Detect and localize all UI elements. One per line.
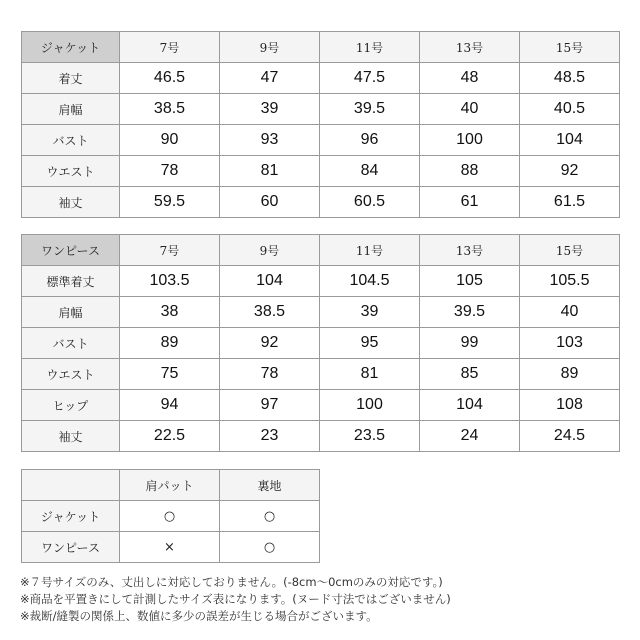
- table-cell: 24.5: [520, 421, 620, 452]
- table-cell: 61.5: [520, 187, 620, 218]
- table-cell: 40: [420, 94, 520, 125]
- row-label: 着丈: [22, 63, 120, 94]
- table-cell: 104: [520, 125, 620, 156]
- size-header: 15号: [520, 32, 620, 63]
- size-header: 7号: [120, 32, 220, 63]
- note-line: ※商品を平置きにして計測したサイズ表になります。(ヌード寸法ではございません): [20, 592, 451, 606]
- option-header: 肩パット: [120, 470, 220, 501]
- table-title: ジャケット: [22, 32, 120, 63]
- table-cell: 40: [520, 297, 620, 328]
- table-row: [22, 390, 620, 421]
- table-cell: 103: [520, 328, 620, 359]
- table-cell: 78: [220, 359, 320, 390]
- table-cell: 78: [120, 156, 220, 187]
- table-cell: 75: [120, 359, 220, 390]
- table-cell: 92: [220, 328, 320, 359]
- table-cell: 60.5: [320, 187, 420, 218]
- row-label: ワンピース: [22, 532, 120, 563]
- table-cell: 105.5: [520, 266, 620, 297]
- table-cell: 81: [320, 359, 420, 390]
- table-cell: 60: [220, 187, 320, 218]
- table-cell: 88: [420, 156, 520, 187]
- size-header: 13号: [420, 235, 520, 266]
- row-label: 標準着丈: [22, 266, 120, 297]
- note-line: ※裁断/縫製の関係上、数値に多少の誤差が生じる場合がございます。: [20, 609, 378, 623]
- row-label: 肩幅: [22, 297, 120, 328]
- note-line: ※７号サイズのみ、丈出しに対応しておりません。(-8cm～0cmのみの対応です。): [20, 575, 443, 589]
- table-cell: 39.5: [320, 94, 420, 125]
- table-cell: 24: [420, 421, 520, 452]
- table-cell: 81: [220, 156, 320, 187]
- table-cell: 59.5: [120, 187, 220, 218]
- row-label: 肩幅: [22, 94, 120, 125]
- table-cell: 39.5: [420, 297, 520, 328]
- row-label: 袖丈: [22, 187, 120, 218]
- table-cell: 90: [120, 125, 220, 156]
- table-cell: 103.5: [120, 266, 220, 297]
- size-header: 11号: [320, 32, 420, 63]
- table-cell: 104: [220, 266, 320, 297]
- table-row: [22, 125, 620, 156]
- table-header-row: [22, 470, 320, 501]
- table-cell: 100: [420, 125, 520, 156]
- size-header: 9号: [220, 32, 320, 63]
- option-mark: ×: [120, 532, 220, 563]
- table-cell: 22.5: [120, 421, 220, 452]
- table-cell: 85: [420, 359, 520, 390]
- table-cell: 95: [320, 328, 420, 359]
- table-row: [22, 328, 620, 359]
- options-table: [21, 469, 320, 563]
- table-row: [22, 63, 620, 94]
- table-header-row: [22, 235, 620, 266]
- size-header: 15号: [520, 235, 620, 266]
- row-label: ヒップ: [22, 390, 120, 421]
- table-cell: 96: [320, 125, 420, 156]
- table-cell: 97: [220, 390, 320, 421]
- option-mark: ○: [220, 532, 320, 563]
- table-cell: 23: [220, 421, 320, 452]
- option-mark: ○: [220, 501, 320, 532]
- row-label: バスト: [22, 125, 120, 156]
- table-header-row: [22, 32, 620, 63]
- size-header: 13号: [420, 32, 520, 63]
- notes: [20, 574, 630, 625]
- row-label: ジャケット: [22, 501, 120, 532]
- table-row: [22, 187, 620, 218]
- option-mark: ○: [120, 501, 220, 532]
- table-cell: 38: [120, 297, 220, 328]
- table-cell: 48: [420, 63, 520, 94]
- table-cell: 61: [420, 187, 520, 218]
- table-cell: 39: [220, 94, 320, 125]
- size-header: 11号: [320, 235, 420, 266]
- table-cell: 23.5: [320, 421, 420, 452]
- row-label: ウエスト: [22, 156, 120, 187]
- row-label: ウエスト: [22, 359, 120, 390]
- table-cell: 105: [420, 266, 520, 297]
- table-cell: 38.5: [120, 94, 220, 125]
- row-label: 袖丈: [22, 421, 120, 452]
- table-cell: 104.5: [320, 266, 420, 297]
- table-cell: 39: [320, 297, 420, 328]
- table-cell: 89: [520, 359, 620, 390]
- table-cell: 108: [520, 390, 620, 421]
- table-row: [22, 266, 620, 297]
- table-cell: 93: [220, 125, 320, 156]
- size-header: 9号: [220, 235, 320, 266]
- table-cell: 47.5: [320, 63, 420, 94]
- table-row: [22, 297, 620, 328]
- table-row: [22, 156, 620, 187]
- table-cell: 47: [220, 63, 320, 94]
- table-cell: 46.5: [120, 63, 220, 94]
- table-cell: 100: [320, 390, 420, 421]
- table-cell: 99: [420, 328, 520, 359]
- option-header: 裏地: [220, 470, 320, 501]
- table-cell: 92: [520, 156, 620, 187]
- table-row: [22, 501, 320, 532]
- table-cell: 38.5: [220, 297, 320, 328]
- table-cell: 84: [320, 156, 420, 187]
- table-row: [22, 359, 620, 390]
- corner-cell: [22, 470, 120, 501]
- table-cell: 94: [120, 390, 220, 421]
- table-cell: 89: [120, 328, 220, 359]
- table-row: [22, 421, 620, 452]
- jacket-size-table: [21, 31, 620, 218]
- row-label: バスト: [22, 328, 120, 359]
- table-row: [22, 94, 620, 125]
- table-row: [22, 532, 320, 563]
- table-title: ワンピース: [22, 235, 120, 266]
- table-cell: 104: [420, 390, 520, 421]
- table-cell: 48.5: [520, 63, 620, 94]
- size-header: 7号: [120, 235, 220, 266]
- table-cell: 40.5: [520, 94, 620, 125]
- onepiece-size-table: [21, 234, 620, 452]
